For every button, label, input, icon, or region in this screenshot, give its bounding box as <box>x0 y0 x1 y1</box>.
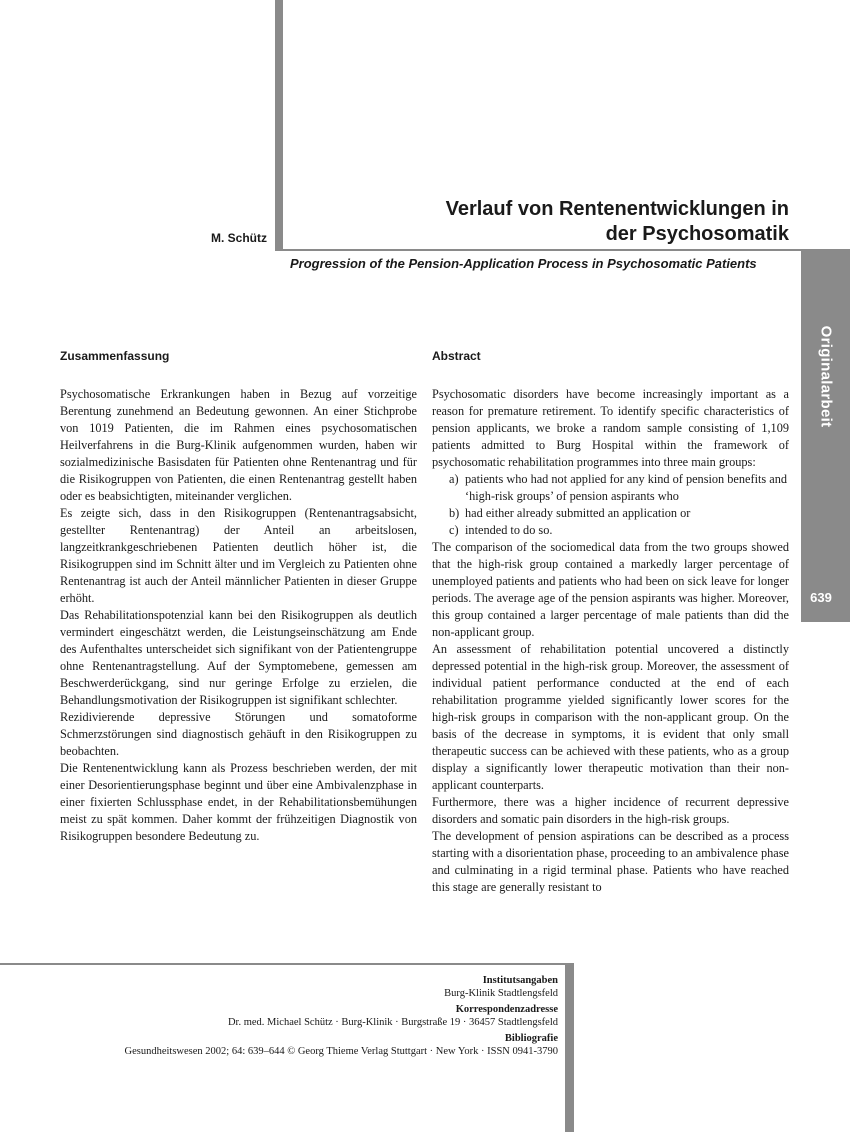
bibliography-label: Bibliografie <box>504 1033 558 1044</box>
correspondence-label: Korrespondenzadresse <box>455 1004 558 1015</box>
footer-vertical-rule <box>565 964 574 1132</box>
list-text: intended to do so. <box>465 523 553 537</box>
abstract-intro: Psychosomatic disorders have become increasingly important as a reason for premature retirement. To identify specific characteristics of pension applicants, we broke a random sample consisting of 1,109 patients admitted to Burg Hospital within the framework of psychosomatic rehabilitation programmes into three main groups: <box>432 387 789 469</box>
zusammenfassung-paragraph: Das Rehabilitationspotenzial kann bei den Risikogruppen als deutlich vermindert eingeschätzt werden, die Leistungseinschätzung am Ende des Aufenthaltes unterscheidet sich signifikant von der Patientengruppe ohne Rentenantragstellung. Auf der Symptomebene, gemessen am Beschwerderückgang, sind nur geringe Erfolge zu erzielen, die Behandlungsmotivation der Risikogruppen ist signifikant schlechter. <box>60 608 417 707</box>
header-horizontal-rule <box>275 249 850 251</box>
abstract-paragraph: The development of pension aspirations can be described as a process starting with a disorientation phase, proceeding to an ambivalence phase and culminating in a rigid terminal phase. Patients who have reached this stage are generally resistant to <box>432 829 789 894</box>
institution-label: Institutsangaben <box>482 975 558 986</box>
zusammenfassung-paragraph: Psychosomatische Erkrankungen haben in Bezug auf vorzeitige Berentung zunehmend an Bedeutung gewonnen. An einer Stichprobe von 1019 Patienten, die im Rahmen eines psychosomatischen Heilverfahrens in die Burg-Klinik aufgenommen wurden, haben wir sozialmedizinische Basisdaten für Patienten ohne Rentenantrag und für die Risikogruppen von Patienten, die einen Rentenantrag gestellt haben oder es beabsichtigten, miteinander verglichen. <box>60 387 417 503</box>
list-marker: b) <box>449 506 460 520</box>
list-text: patients who had not applied for any kind of pension benefits and ‘high-risk groups’ of pension aspirants who <box>465 472 788 503</box>
title-line-1: Verlauf von Rentenentwicklungen in <box>445 198 789 220</box>
zusammenfassung-paragraph: Rezidivierende depressive Störungen und somatoforme Schmerzstörungen sind diagnostisch gehäuft in den Risikogruppen zu beobachten. <box>60 710 417 758</box>
zusammenfassung-column <box>60 348 417 845</box>
abstract-paragraph: The comparison of the sociomedical data from the two groups showed that the high-risk group contained a markedly larger percentage of unemployed patients and patients who had been on sick leave for longer periods. The average age of the pension aspirants was higher. Moreover, this group contained a larger percentage of male patients than did the non-applicant group. <box>432 540 789 639</box>
article-subtitle: Progression of the Pension-Application Process in Psychosomatic Patients <box>290 256 757 271</box>
zusammenfassung-heading: Zusammenfassung <box>60 349 170 363</box>
article-title <box>300 197 789 247</box>
list-item <box>432 505 789 522</box>
abstract-column <box>432 348 789 896</box>
list-text: had either already submitted an application or <box>465 506 691 520</box>
top-vertical-rule <box>275 0 283 250</box>
abstract-paragraph: An assessment of rehabilitation potential uncovered a distinctly depressed potential in the high-risk group. Moreover, the assessment of individual patient performance conducted at the end of each rehabilitation programme yielded significantly lower scores for the high-risk groups in comparison with the non-applicant group. On the basis of the decrease in symptoms, it is evident that only small therapeutic success can be achieved with these patients, who as a group display a significantly lower therapeutic motivation than their non-applicant counterparts. <box>432 642 789 792</box>
institution-value: Burg-Klinik Stadtlengsfeld <box>444 987 558 999</box>
footer-horizontal-rule <box>0 963 574 965</box>
title-line-2: der Psychosomatik <box>605 223 789 245</box>
list-marker: a) <box>449 472 459 486</box>
author-name: M. Schütz <box>211 231 267 245</box>
list-item <box>432 522 789 539</box>
side-label: Originalarbeit <box>817 325 835 427</box>
bibliography-value: Gesundheitswesen 2002; 64: 639–644 © Georg Thieme Verlag Stuttgart · New York · ISSN 0941-3790 <box>124 1045 558 1057</box>
abstract-paragraph: Furthermore, there was a higher incidence of recurrent depressive disorders and somatic pain disorders in the high-risk groups. <box>432 795 789 826</box>
article-footer <box>40 975 558 1058</box>
page-number: 639 <box>810 590 832 605</box>
list-marker: c) <box>449 523 459 537</box>
correspondence-value: Dr. med. Michael Schütz · Burg-Klinik · Burgstraße 19 · 36457 Stadtlengsfeld <box>227 1016 558 1028</box>
side-label-box <box>801 251 850 501</box>
zusammenfassung-paragraph: Die Rentenentwicklung kann als Prozess beschrieben werden, der mit einer Desorientierungsphase beginnt und über eine Ambivalenzphase in einer fixierten Schlussphase endet, in der Rehabilitationsbemühungen meist zu spät kommen. Daher kommt der frühzeitigen Diagnostik von Risikogruppen besondere Bedeutung zu. <box>60 761 417 843</box>
list-item <box>432 471 789 505</box>
abstract-heading: Abstract <box>432 349 481 363</box>
abstract-group-list <box>432 471 789 539</box>
zusammenfassung-paragraph: Es zeigte sich, dass in den Risikogruppen (Rentenantragsabsicht, gestellter Rentenantrag) der Anteil an arbeitslosen, langzeitkrankgeschriebenen Patienten deutlich höher ist, die Risikogruppen sind im Schnitt älter und im Vergleich zu Patienten ohne Rentenantrag ist auch der Anteil männlicher Patienten in dieser Gruppe erhöht. <box>60 506 417 605</box>
